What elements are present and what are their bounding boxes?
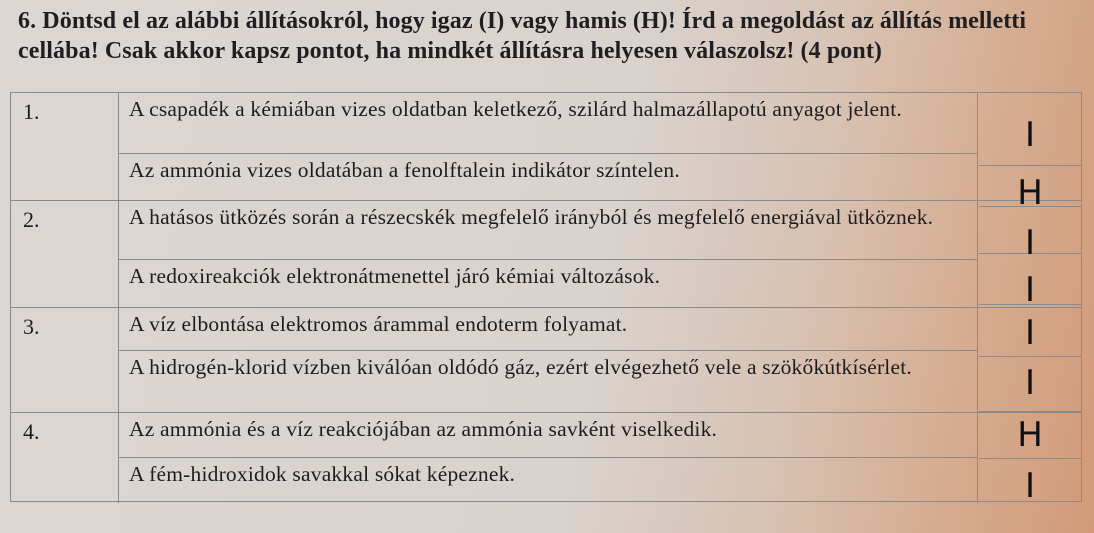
answer-cell[interactable]: I — [1024, 270, 1036, 310]
answer-cell[interactable]: H — [1017, 415, 1043, 455]
table-row-group-4 — [11, 412, 1081, 502]
answer-cell[interactable]: I — [1024, 223, 1036, 263]
answer-cell[interactable]: I — [1024, 313, 1036, 353]
statement-cell: A hidrogén-klorid vízben kiválóan oldódó gáz, ezért elvégezhető vele a szökőkútkísérlet. — [118, 350, 978, 413]
true-false-table — [10, 92, 1082, 506]
statement-cell: Az ammónia vizes oldatában a fenolftalein indikátor színtelen. — [118, 153, 978, 212]
task-title: 6. Döntsd el az alábbi állításokról, hogy igaz (I) vagy hamis (H)! Írd a megoldást az állítás melletti cellába! Csak akkor kapsz pontot, ha mindkét állításra helyesen válaszolsz! (4 pont) — [18, 8, 1027, 64]
table-row-group-1 — [11, 93, 1081, 212]
group-number: 1. — [23, 99, 40, 124]
answer-cell-border — [979, 165, 1081, 166]
answer-cell[interactable]: H — [1017, 173, 1043, 213]
statement-cell: A víz elbontása elektromos árammal endoterm folyamat. — [118, 308, 978, 350]
answer-cell[interactable]: I — [1024, 466, 1036, 506]
answer-cell-border — [979, 356, 1081, 357]
answer-cell-border — [979, 411, 1081, 412]
group-number: 2. — [23, 207, 40, 232]
table-row-group-3 — [11, 307, 1081, 412]
statement-cell: A redoxireakciók elektronátmenettel járó kémiai változások. — [118, 259, 978, 312]
answer-cell[interactable]: I — [1024, 363, 1036, 403]
table-row-group-2 — [11, 200, 1081, 311]
statement-cell: A csapadék a kémiában vizes oldatban keletkező, szilárd halmazállapotú anyagot jelent. — [118, 93, 978, 153]
group-number: 3. — [23, 314, 40, 339]
statement-cell: A hatásos ütközés során a részecskék megfelelő irányból és megfelelő energiával ütköznek. — [118, 201, 978, 259]
answer-cell-border — [979, 458, 1081, 459]
statement-cell: Az ammónia és a víz reakciójában az ammónia savként viselkedik. — [118, 413, 978, 457]
answer-cell[interactable]: I — [1024, 115, 1036, 155]
group-number: 4. — [23, 419, 40, 444]
statement-cell: A fém-hidroxidok savakkal sókat képeznek. — [118, 457, 978, 503]
